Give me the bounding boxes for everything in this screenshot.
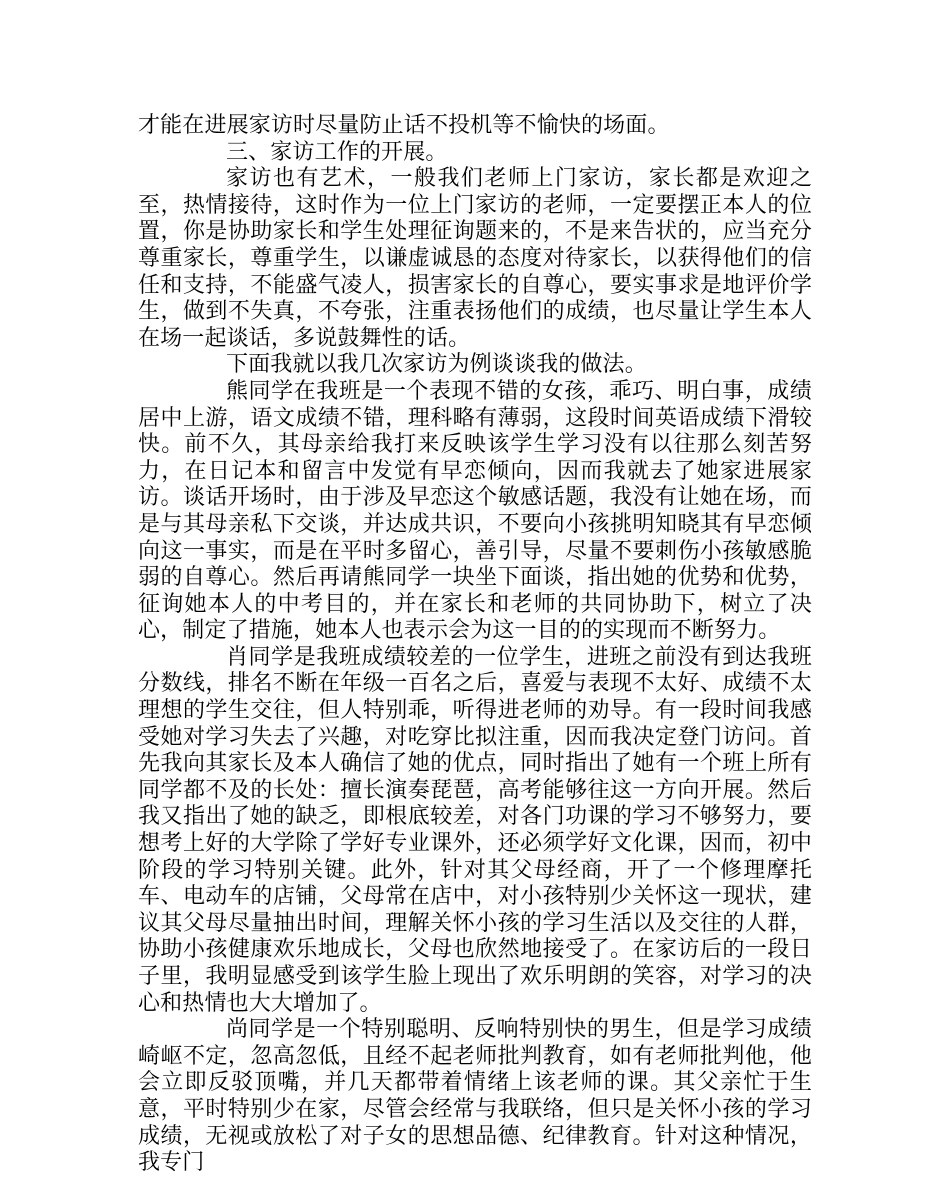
paragraph-student-xiong: 熊同学在我班是一个表现不错的女孩，乖巧、明白事，成绩居中上游，语文成绩不错，理科略有薄弱，这段时间英语成绩下滑较快。前不久，其母亲给我打来反映该学生学习没有以往那么刻苦努力，在日记本和留言中发觉有早恋倾向，因而我就去了她家进展家访。谈话开场时，由于涉及早恋这个敏感话题，我没有让她在场，而是与其母亲私下交谈，并达成共识，不要向小孩挑明知晓其有早恋倾向这一事实，而是在平时多留心，善引导，尽量不要刺伤小孩敏感脆弱的自尊心。然后再请熊同学一块坐下面谈，指出她的优势和优势，征询她本人的中考目的，并在家长和老师的共同协助下，树立了决心，制定了措施，她本人也表示会为这一目的的实现而不断努力。 <box>138 378 812 644</box>
paragraph-student-shang: 尚同学是一个特别聪明、反响特别快的男生，但是学习成绩崎岖不定，忽高忽低，且经不起老师批判教育，如有老师批判他，他会立即反驳顶嘴，并几天都带着情绪上该老师的课。其父亲忙于生意，平时特别少在家，尽管会经常与我联络，但只是关怀小孩的学习成绩，无视或放松了对子女的思想品德、纪律教育。针对这种情况，我专门 <box>138 1017 812 1176</box>
paragraph-home-visit-art: 家访也有艺术，一般我们老师上门家访，家长都是欢迎之至，热情接待，这时作为一位上门家访的老师，一定要摆正本人的位置，你是协助家长和学生处理征询题来的，不是来告状的，应当充分尊重家长，尊重学生，以谦虚诚恳的态度对待家长，以获得他们的信任和支持，不能盛气凌人，损害家长的自尊心，要实事求是地评价学生，做到不失真，不夸张，注重表扬他们的成绩，也尽量让学生本人在场一起谈话，多说鼓舞性的话。 <box>138 166 812 351</box>
paragraph-student-xiao: 肖同学是我班成绩较差的一位学生，进班之前没有到达我班分数线，排名不断在年级一百名之后，喜爱与表现不太好、成绩不太理想的学生交往，但人特别乖，听得进老师的劝导。有一段时间我感受她对学习失去了兴趣，对吃穿比拟注重，因而我决定登门访问。首先我向其家长及本人确信了她的优点，同时指出了她有一个班上所有同学都不及的长处：擅长演奏琵琶，高考能够往这一方向开展。然后我又指出了她的缺乏，即根底较差，对各门功课的学习不够努力，要想考上好的大学除了学好专业课外，还必须学好文化课，因而，初中阶段的学习特别关键。此外，针对其父母经商，开了一个修理摩托车、电动车的店铺，父母常在店中，对小孩特别少关怀这一现状，建议其父母尽量抽出时间，理解关怀小孩的学习生活以及交往的人群，协助小孩健康欢乐地成长，父母也欣然地接受了。在家访后的一段日子里，我明显感受到该学生脸上现出了欢乐明朗的笑容，对学习的决心和热情也大大增加了。 <box>138 644 812 1016</box>
paragraph-intro-examples: 下面我就以我几次家访为例谈谈我的做法。 <box>226 352 647 378</box>
body-text <box>138 113 812 1177</box>
paragraph-continuation: 才能在进展家访时尽量防止话不投机等不愉快的场面。 <box>138 113 670 138</box>
section-heading: 三、家访工作的开展。 <box>226 139 448 165</box>
